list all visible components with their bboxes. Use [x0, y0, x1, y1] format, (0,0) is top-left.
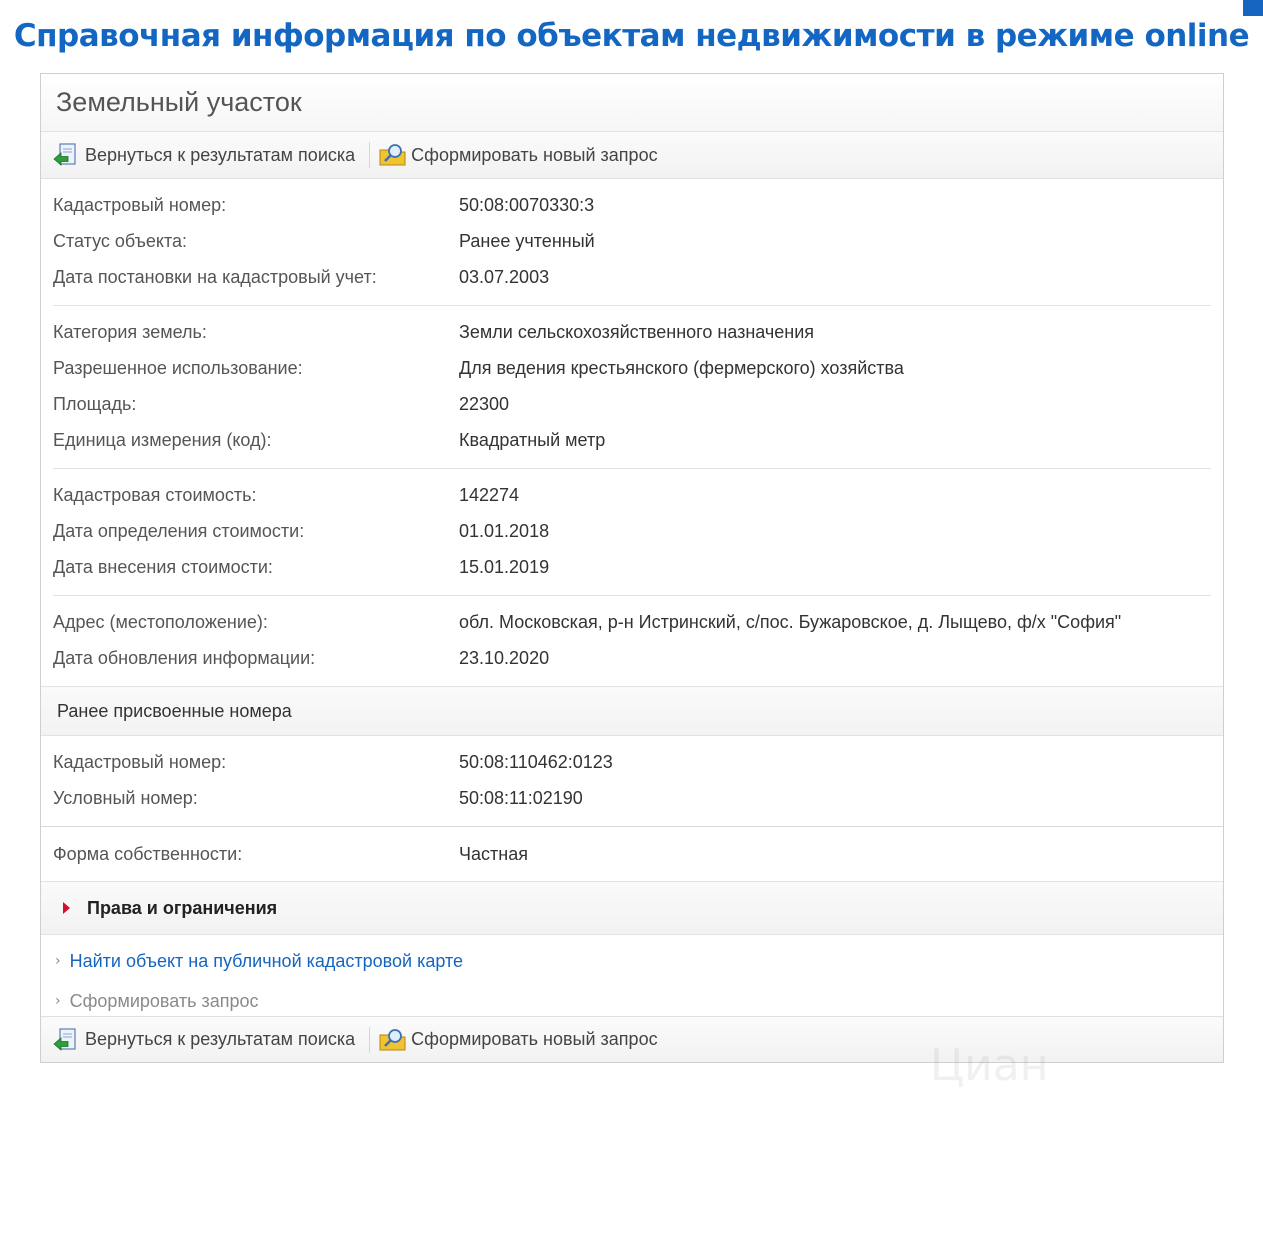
info-key: Адрес (местоположение): — [53, 611, 268, 632]
info-row — [53, 314, 1211, 350]
info-value: 15.01.2019 — [459, 556, 550, 577]
find-on-map-link-row — [55, 941, 1209, 981]
info-key: Кадастровый номер: — [53, 751, 227, 772]
info-group-address — [53, 596, 1211, 686]
info-value: Частная — [459, 843, 528, 864]
info-group-land — [53, 306, 1211, 468]
rights-restrictions-label: Права и ограничения — [87, 897, 278, 918]
new-request-button[interactable] — [379, 1027, 657, 1053]
info-section — [41, 179, 1223, 686]
search-folder-icon — [379, 1027, 405, 1053]
back-to-results-button[interactable] — [53, 1027, 355, 1053]
new-request-button[interactable] — [379, 142, 657, 168]
find-on-public-map-link[interactable]: Найти объект на публичной кадастровой карте — [69, 950, 464, 971]
info-key: Категория земель: — [53, 321, 207, 342]
previous-numbers-heading — [41, 686, 1223, 736]
ownership-section — [41, 827, 1223, 881]
info-value: 50:08:0070330:3 — [459, 194, 595, 215]
ownership-rows — [53, 827, 1211, 881]
info-row — [53, 259, 1211, 295]
panel-header — [41, 74, 1223, 132]
info-value: Земли сельскохозяйственного назначения — [459, 321, 815, 342]
toolbar-separator — [369, 1027, 370, 1053]
new-request-label: Сформировать новый запрос — [411, 144, 658, 165]
info-row — [53, 422, 1211, 458]
info-key: Единица измерения (код): — [53, 429, 272, 450]
back-arrow-document-icon — [53, 142, 79, 168]
info-row — [53, 836, 1211, 872]
rights-restrictions-toggle[interactable] — [41, 881, 1223, 935]
info-row — [53, 386, 1211, 422]
info-key: Дата постановки на кадастровый учет: — [53, 266, 377, 287]
info-key: Дата обновления информации: — [53, 647, 316, 668]
corner-accent — [1243, 0, 1263, 16]
form-request-link: Сформировать запрос — [69, 990, 259, 1011]
info-value: 50:08:11:02190 — [459, 787, 583, 808]
info-value: 03.07.2003 — [459, 266, 550, 287]
watermark-logo: Циан — [930, 1040, 1049, 1091]
info-value: 01.01.2018 — [459, 520, 550, 541]
info-key: Разрешенное использование: — [53, 357, 303, 378]
expand-triangle-icon — [63, 902, 70, 914]
info-value: 50:08:110462:0123 — [459, 751, 613, 772]
chevron-right-icon: › — [55, 993, 61, 1009]
new-request-label: Сформировать новый запрос — [411, 1029, 658, 1049]
action-links — [41, 935, 1223, 1021]
back-to-results-label: Вернуться к результатам поиска — [85, 1029, 356, 1049]
previous-numbers-title: Ранее присвоенные номера — [57, 700, 292, 721]
info-key: Статус объекта: — [53, 230, 188, 251]
chevron-right-icon: › — [55, 953, 61, 969]
info-row — [53, 223, 1211, 259]
page-title: Справочная информация по объектам недвижимости в режиме online — [13, 18, 1250, 54]
info-row — [53, 780, 1211, 816]
info-value: 142274 — [459, 484, 520, 505]
info-group-cost — [53, 469, 1211, 595]
info-key: Кадастровая стоимость: — [53, 484, 257, 505]
form-request-link-row — [55, 981, 1209, 1021]
back-to-results-button[interactable] — [53, 142, 355, 168]
info-value: Квадратный метр — [459, 429, 606, 450]
info-key: Дата внесения стоимости: — [53, 556, 273, 577]
info-key: Условный номер: — [53, 787, 198, 808]
info-row — [53, 350, 1211, 386]
info-group-registration — [53, 179, 1211, 305]
previous-numbers-rows — [53, 736, 1211, 826]
info-row — [53, 549, 1211, 585]
info-key: Площадь: — [53, 393, 137, 414]
info-row — [53, 187, 1211, 223]
search-folder-icon — [379, 142, 405, 168]
back-arrow-document-icon — [53, 1027, 79, 1053]
info-row — [53, 604, 1211, 640]
previous-numbers-section — [41, 736, 1223, 826]
info-key: Кадастровый номер: — [53, 194, 227, 215]
object-info-panel — [40, 73, 1224, 1063]
info-key: Форма собственности: — [53, 843, 243, 864]
info-row — [53, 640, 1211, 676]
toolbar-top — [41, 132, 1223, 179]
info-value: Ранее учтенный — [459, 230, 595, 251]
panel-title: Земельный участок — [56, 87, 302, 117]
info-value: обл. Московская, р-н Истринский, с/пос. Бужаровское, д. Лыщево, ф/х "София" — [459, 611, 1122, 632]
info-row — [53, 744, 1211, 780]
back-to-results-label: Вернуться к результатам поиска — [85, 144, 356, 165]
info-value: Для ведения крестьянского (фермерского) хозяйства — [459, 357, 904, 378]
info-value: 22300 — [459, 393, 510, 414]
info-row — [53, 513, 1211, 549]
info-value: 23.10.2020 — [459, 647, 550, 668]
info-key: Дата определения стоимости: — [53, 520, 305, 541]
toolbar-separator — [369, 142, 370, 168]
info-row — [53, 477, 1211, 513]
